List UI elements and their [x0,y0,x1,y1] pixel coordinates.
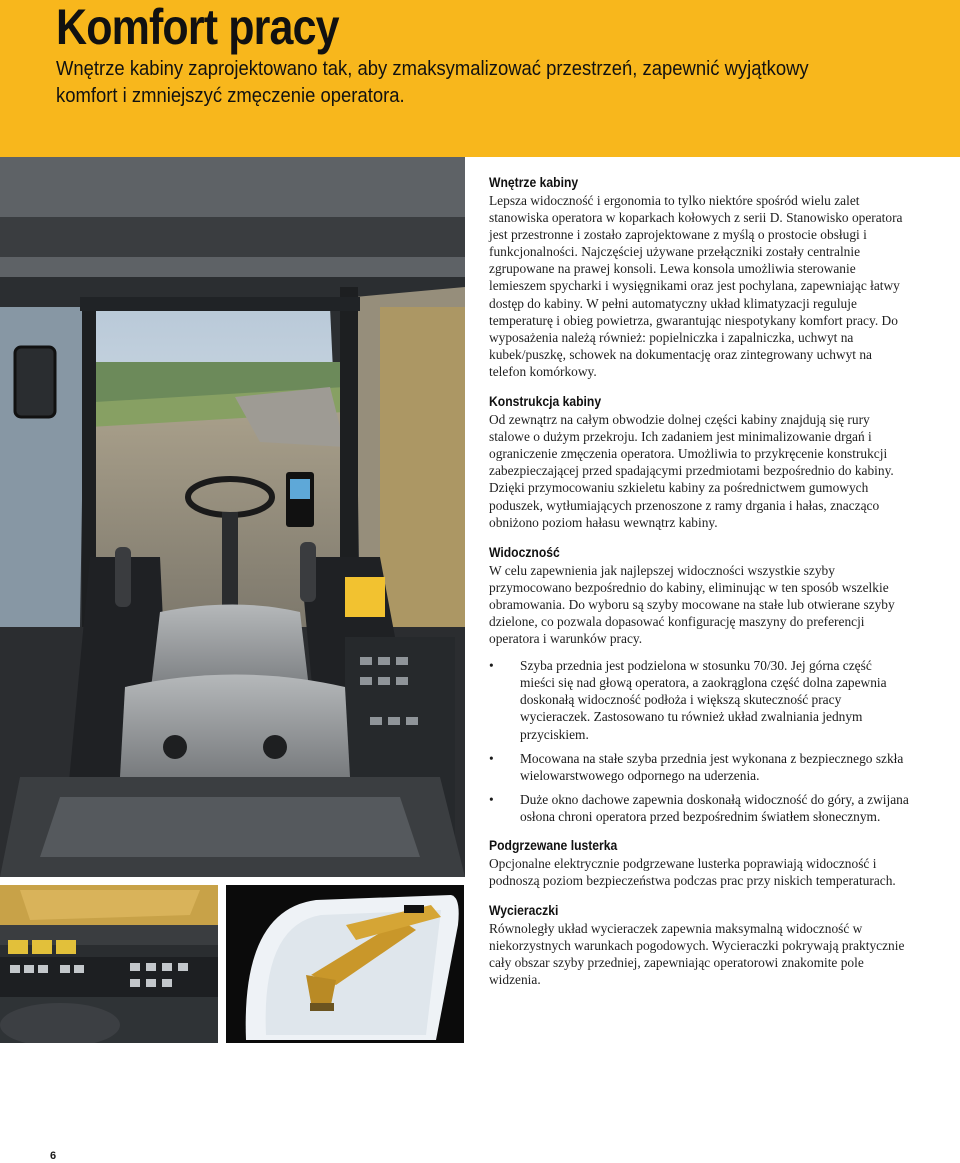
header-banner [0,0,960,157]
section-heading-cab-interior: Wnętrze kabiny [489,175,579,190]
page-subtitle: Wnętrze kabiny zaprojektowano tak, aby zmaksymalizować przestrzeń, zapewnić wyjątkowy komfort i zmniejszyć zmęczenie operatora. [56,57,809,107]
page-title: Komfort pracy [56,0,339,55]
roof-window-photo [226,885,464,1043]
section-heading-visibility: Widoczność [489,544,560,560]
section-heading-cab-structure: Konstrukcja kabiny [489,394,602,410]
section-body-cab-interior: Lepsza widoczność i ergonomia to tylko niektóre spośród wielu zalet stanowiska operatora w koparkach kołowych z serii D. Stanowisko operatora jest przestronne i zostało zaprojektowane z myślą o prostocie obsługi i funkcjonalności. Najczęściej używane przełączniki zostały centralnie zgrupowane na prawej konsoli. Lewa konsola umożliwia sterowanie lemieszem spycharki i wysięgnikami oraz jest pochylana, zapewniając łatwy dostęp do kabiny. W pełni automatyczny układ klimatyzacji reguluje temperaturę i obieg powietrza, gwarantując niespotykany komfort pracy. Do wyposażenia należą również: popielniczka i zapalniczka, uchwyt na kubek/puszkę, schowek na dokumentację oraz zintegrowany uchwyt na telefon komórkowy. [489,193,903,379]
section-body-wipers: Równoległy układ wycieraczek zapewnia maksymalną widoczność w niekorzystnych warunkach pogodowych. Wycieraczki pokrywają praktycznie cały obszar szyby przedniej, zapewniając operatorowi znakomite pole widzenia. [489,921,905,988]
visibility-bullet-list [489,657,909,825]
list-item: • Mocowana na stałe szyba przednia jest wykonana z bezpiecznego szkła wielowarstwowego odpornego na uderzenia. [489,750,909,784]
section-body-cab-structure: Od zewnątrz na całym obwodzie dolnej części kabiny znajdują się rury stalowe o dużym przekroju. Ich zadaniem jest minimalizowanie drgań i ograniczenie zmęczenia operatora. Umożliwia to przykręcenie konstrukcji zabezpieczającej przed spadającymi przedmiotami bezpośrednio do kabiny. Dzięki przymocowaniu szkieletu kabiny za pośrednictwem gumowych poduszek, wytłumiających przenoszone z ramy drgania i hałas, znacząco obniżono poziom hałasu wewnątrz kabiny. [489,412,894,530]
section-body-heated-mirrors: Opcjonalne elektrycznie podgrzewane lusterka poprawiają widoczność i podnoszą poziom bezpieczeństwa podczas prac przy niskich temperaturach. [489,856,896,889]
section-heading-wipers: Wycieraczki [489,903,559,919]
text-column [489,173,909,989]
page-number: 6 [50,1150,57,1162]
console-switches-photo [0,885,218,1043]
list-item: • Szyba przednia jest podzielona w stosunku 70/30. Jej górna część mieści się nad głową operatora, a zaokrąglona część dolna zapewnia doskonałą widoczność podłoża i większą skuteczność pracy wycieraczek. Zastosowano tu również układ zwalniania jednym przyciskiem. [489,657,909,742]
section-body-visibility: W celu zapewnienia jak najlepszej widoczności wszystkie szyby przymocowano bezpośrednio do kabiny, eliminując w ten sposób wszelkie obramowania. Do wyboru są szyby mocowane na stałe lub otwierane szyby dzielone, co pozwala dopasować konfigurację maszyny do preferencji operatora i warunków pracy. [489,562,895,647]
cab-interior-photo [0,157,465,877]
section-heading-heated-mirrors: Podgrzewane lusterka [489,838,618,853]
list-item: • Duże okno dachowe zapewnia doskonałą widoczność do góry, a zwijana osłona chroni operatora przed bezpośrednim światłem słonecznym. [489,791,909,825]
